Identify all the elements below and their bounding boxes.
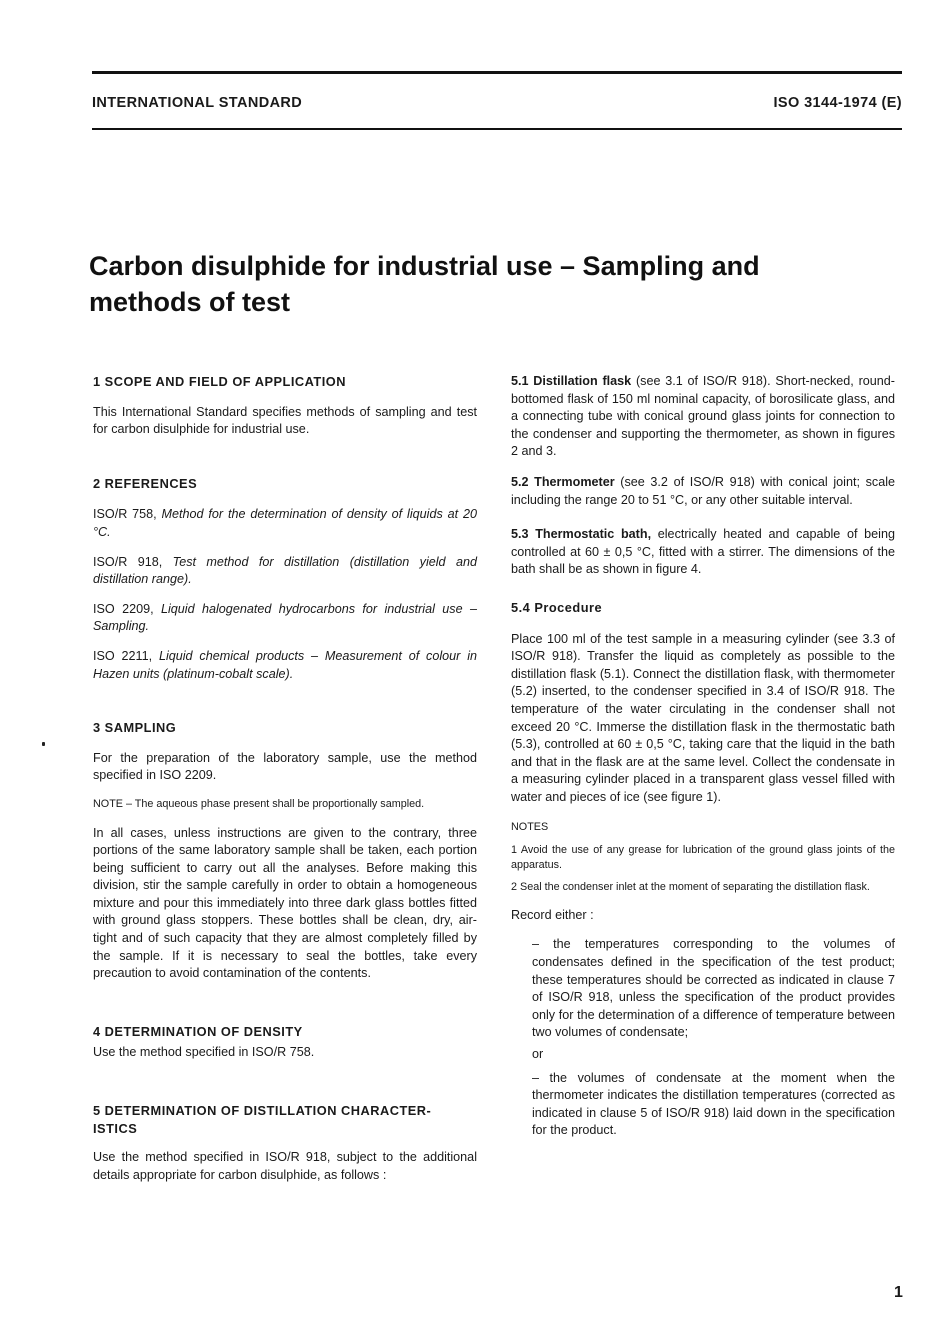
reference-code: ISO/R 918, [93, 554, 163, 569]
reference-item [93, 506, 477, 541]
section-4-text: Use the method specified in ISO/R 758. [93, 1045, 315, 1060]
document-title [89, 248, 849, 320]
reference-item [93, 648, 477, 683]
section-3-text: For the preparation of the laboratory sample, use the method specified in ISO 2209. [93, 750, 477, 783]
clause-5-4-heading: 5.4 Procedure [511, 599, 603, 615]
section-5-text: Use the method specified in ISO/R 918, subject to the additional details appropriate for carbon disulphide, as follows : [93, 1150, 477, 1182]
reference-item [93, 601, 477, 636]
section-5-heading-line-2: ISTICS [93, 1120, 138, 1136]
right-column [511, 373, 895, 1140]
section-3-note: NOTE – The aqueous phase present shall be proportionally sampled. [93, 797, 425, 810]
header-bottom-rule [92, 128, 902, 130]
title-line-1: Carbon disulphide for industrial use – Sampling and [89, 251, 760, 281]
clause-5-3-label: 5.3 Thermostatic bath, [511, 527, 652, 542]
list-or: or [532, 1047, 544, 1061]
left-column [93, 373, 477, 1184]
section-5-heading-line-1: 5 DETERMINATION OF DISTILLATION CHARACTER- [93, 1103, 432, 1119]
record-either: Record either : [511, 907, 594, 922]
reference-title: Method for the determination of density of liquids at 20 °C. [93, 507, 477, 539]
reference-title: Liquid chemical products – Measurement of colour in Hazen units (platinum-cobalt scale). [93, 648, 477, 681]
clause-5-2-text: (see 3.2 of ISO/R 918) with conical joint; scale including the range 20 to 51 °C, or any other suitable interval. [511, 474, 895, 507]
clause-5-4-text: Place 100 ml of the test sample in a measuring cylinder (see 3.3 of ISO/R 918). Transfer the liquid as completely as possible to the distillation flask (5.1). Connect the distillation flask, with thermometer (5.2) inserted, to the condenser specified in 3.4 of ISO/R 918. The temperature of the water circulating in the condenser shall not exceed 20 °C. Immerse the distillation flask in the thermostatic bath (5.3), controlled at 60 ± 0,5 °C, taking care that the liquid in the bath and that in the flask are at the same level. Collect the condensate in a measuring cylinder placed in a transparent glass vessel filled with water and pieces of ice (see figure 1). [511, 631, 895, 804]
reference-title: Test method for distillation (distillation yield and distillation range). [93, 554, 477, 587]
clause-5-3-text: electrically heated and capable of being controlled at 60 ± 0,5 °C, fitted with a stirrer. The dimensions of the bath shall be as shown in figure 4. [511, 527, 895, 577]
clause-5-1-label: 5.1 Distillation flask [511, 374, 632, 388]
notes-heading: NOTES [511, 821, 549, 834]
clause-5-2 [511, 474, 895, 509]
reference-code: ISO/R 758, [93, 507, 157, 522]
clause-5-1 [511, 373, 895, 461]
section-3-heading: 3 SAMPLING [93, 720, 177, 736]
section-5-heading [93, 1102, 477, 1137]
header-left-label: INTERNATIONAL STANDARD [92, 95, 303, 111]
section-1-heading: 1 SCOPE AND FIELD OF APPLICATION [93, 374, 346, 389]
section-3-text-2: In all cases, unless instructions are given to the contrary, three portions of the same laboratory sample shall be taken, each portion being sufficient to carry out all the analyses. Before making this division, stir the sample carefully in order to obtain a homogeneous mixture and pour this immediately into three dark glass bottles fitted with ground glass stoppers. These bottles shall be clean, dry, air-tight and of such capacity that they are almost completely filled by the sample. If it is necessary to seal the bottles, take every precaution to avoid contamination of the contents. [93, 825, 477, 981]
reference-code: ISO 2209, [93, 601, 154, 616]
section-4-heading: 4 DETERMINATION OF DENSITY [93, 1023, 303, 1039]
margin-mark [42, 742, 45, 746]
list-item-2: – the volumes of condensate at the moment when the thermometer indicates the distillation temperatures (corrected as indicated in clause 5 of ISO/R 918) laid down in the specification for the product. [532, 1070, 895, 1138]
header-top-rule [92, 71, 902, 74]
clause-5-1-text: (see 3.1 of ISO/R 918). Short-necked, round-bottomed flask of 150 ml nominal capacity, of borosilicate glass, and a connecting tube with conical ground glass joints for connection to the condenser and supporting the thermometer, as shown in figures 2 and 3. [511, 374, 895, 459]
reference-code: ISO 2211, [93, 648, 153, 663]
note-1: 1 Avoid the use of any grease for lubrication of the ground glass joints of the apparatus. [511, 844, 895, 871]
section-1-text: This International Standard specifies methods of sampling and test for carbon disulphide for industrial use. [93, 404, 477, 437]
list-item-1: – the temperatures corresponding to the volumes of condensates defined in the specification of the test product; these temperatures should be corrected as indicated in clause 7 of ISO/R 918, unless the specification of the product provides only for the determination of a difference of temperature between two volumes of condensate; [532, 937, 895, 1040]
clause-5-2-label: 5.2 Thermometer [511, 474, 615, 489]
header-standard-number: ISO 3144-1974 (E) [773, 95, 902, 111]
reference-title: Liquid halogenated hydrocarbons for industrial use – Sampling. [93, 601, 477, 634]
clause-5-3 [511, 526, 895, 579]
title-line-2: methods of test [89, 287, 291, 317]
section-2-heading: 2 REFERENCES [93, 475, 198, 491]
page-number: 1 [894, 1284, 903, 1301]
note-2: 2 Seal the condenser inlet at the moment of separating the distillation flask. [511, 881, 870, 894]
reference-item [93, 554, 477, 589]
